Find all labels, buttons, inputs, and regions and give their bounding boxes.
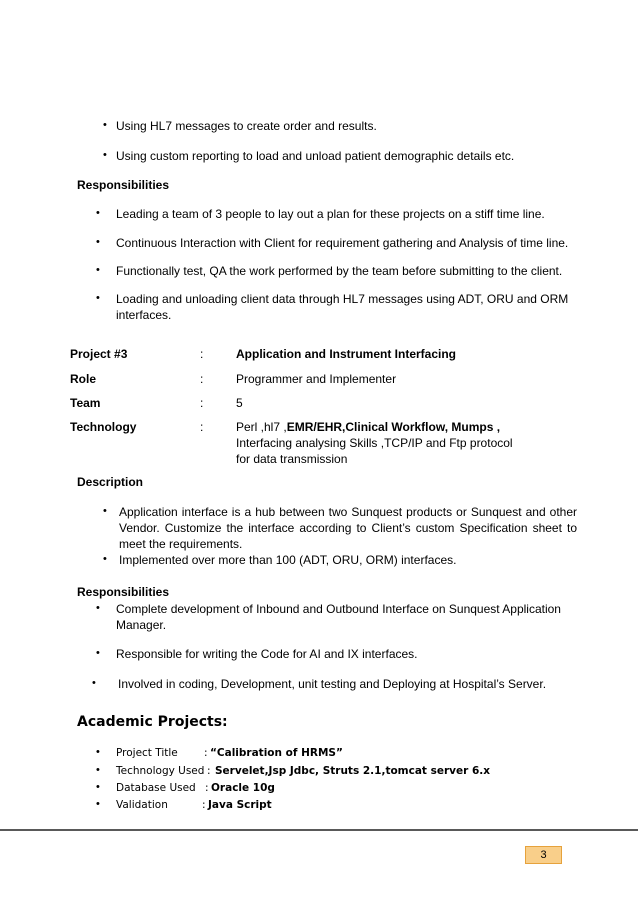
colon: : <box>200 420 204 434</box>
bullet-icon: • <box>96 207 100 219</box>
academic-sep: : <box>202 799 206 811</box>
section-heading: Responsibilities <box>77 585 170 599</box>
bullet-icon: • <box>96 602 100 614</box>
list-item: Leading a team of 3 people to lay out a plan for these projects on a stiff time line. <box>116 207 545 221</box>
academic-value: Servelet,Jsp Jdbc, Struts 2.1,tomcat server 6.x <box>215 765 491 777</box>
bullet-icon: • <box>96 292 100 304</box>
academic-value: Java Script <box>208 799 272 811</box>
list-item: Responsible for writing the Code for AI and IX interfaces. <box>116 647 418 661</box>
page-number: 3 <box>525 846 562 864</box>
bullet-icon: • <box>96 798 100 810</box>
description-heading: Description <box>77 475 144 489</box>
bullet-icon: • <box>103 505 107 517</box>
bullet-icon: • <box>103 553 107 565</box>
academic-label: Database Used <box>116 782 196 794</box>
role-value: Programmer and Implementer <box>236 372 397 386</box>
colon: : <box>200 372 204 386</box>
role-label: Role <box>70 372 97 386</box>
bullet-icon: • <box>96 264 100 276</box>
project-title: Application and Instrument Interfacing <box>236 347 457 361</box>
list-item: Involved in coding, Development, unit testing and Deploying at Hospital’s Server. <box>118 677 547 691</box>
technology-value-line3: for data transmission <box>236 452 348 466</box>
colon: : <box>200 396 204 410</box>
list-item: Application interface is a hub between two Sunquest products or Sunquest and other Vendor. Customize the interface according to Client’s custom Specification sheet to meet the requirements. <box>119 505 577 551</box>
technology-label: Technology <box>70 420 137 434</box>
bullet-icon: • <box>96 764 100 776</box>
academic-sep: : <box>205 782 209 794</box>
list-item: Functionally test, QA the work performed by the team before submitting to the client. <box>116 264 563 278</box>
team-value: 5 <box>236 396 243 410</box>
academic-sep: : <box>204 747 208 759</box>
list-item: Continuous Interaction with Client for requirement gathering and Analysis of time line. <box>116 236 569 250</box>
technology-value: Perl ,hl7 ,EMR/EHR,Clinical Workflow, Mumps , <box>236 420 501 434</box>
technology-value-line2: Interfacing analysing Skills ,TCP/IP and Ftp protocol <box>236 436 513 450</box>
list-item: Loading and unloading client data through HL7 messages using ADT, ORU and ORM interfaces. <box>116 292 569 322</box>
bullet-icon: • <box>96 647 100 659</box>
list-item: Using custom reporting to load and unload patient demographic details etc. <box>116 149 515 163</box>
academic-value: Oracle 10g <box>211 782 275 794</box>
academic-sep: : <box>207 765 211 777</box>
footer-divider <box>0 829 638 831</box>
bullet-icon: • <box>96 236 100 248</box>
team-label: Team <box>70 396 101 410</box>
bullet-icon: • <box>96 781 100 793</box>
bullet-icon: • <box>103 149 107 161</box>
list-item: Implemented over more than 100 (ADT, ORU, ORM) interfaces. <box>119 553 457 567</box>
academic-label: Validation <box>116 799 168 811</box>
academic-value: “Calibration of HRMS” <box>210 747 343 759</box>
list-item: Using HL7 messages to create order and results. <box>116 119 377 133</box>
colon: : <box>200 347 204 361</box>
bullet-icon: • <box>92 677 96 689</box>
section-heading: Responsibilities <box>77 178 170 192</box>
list-item: Complete development of Inbound and Outbound Interface on Sunquest Application Manager. <box>116 602 561 632</box>
bullet-icon: • <box>103 119 107 131</box>
academic-label: Technology Used <box>116 765 205 777</box>
academic-heading: Academic Projects: <box>77 714 228 730</box>
bullet-icon: • <box>96 746 100 758</box>
academic-label: Project Title <box>116 747 178 759</box>
project-label: Project #3 <box>70 347 128 361</box>
